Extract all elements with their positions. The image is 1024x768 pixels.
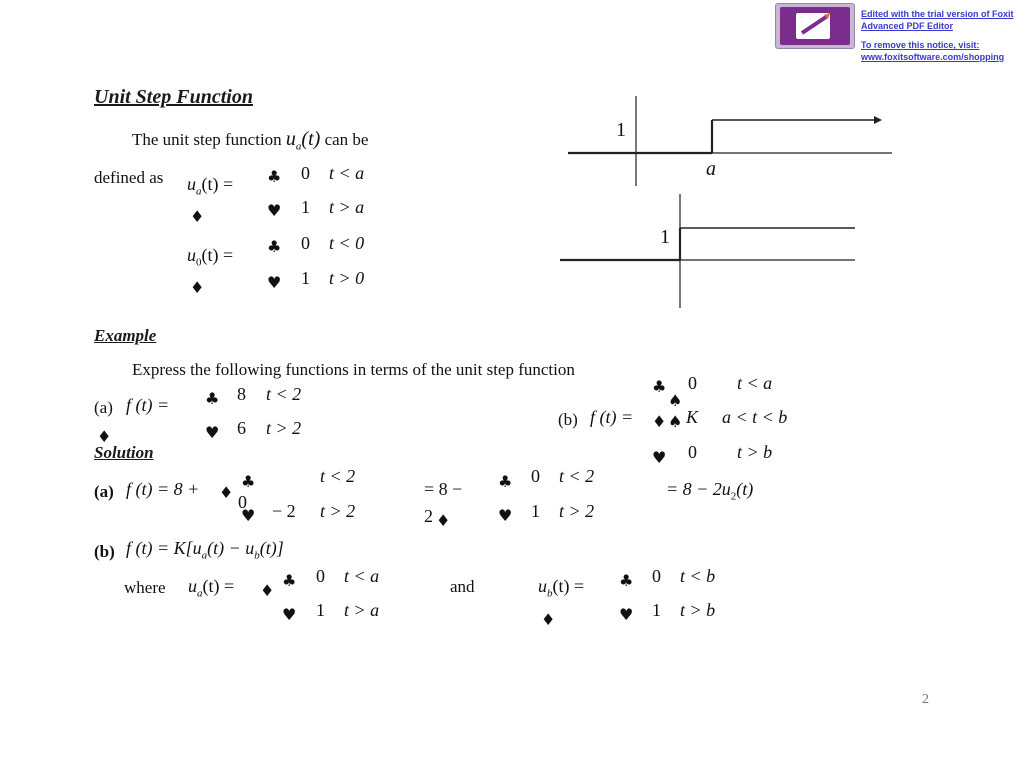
example-b-row3-val: 0 xyxy=(688,442,697,462)
heart-icon: ♥ xyxy=(267,273,282,292)
u0-lhs-u: u xyxy=(187,245,196,265)
solution-b-label: (b) xyxy=(94,542,115,561)
example-b-lhs: f (t) = xyxy=(590,407,634,427)
foxit-notice-line2[interactable]: Advanced PDF Editor xyxy=(861,21,954,31)
intro-t: (t) xyxy=(301,128,321,150)
solution-ua-lhs-rest: (t) = xyxy=(202,576,235,596)
solution-a-lhs: f (t) = 8 + xyxy=(126,479,200,499)
solution-b-sub-b: b xyxy=(254,549,260,562)
solution-ub-row1-cond: t < b xyxy=(680,566,716,586)
solution-ub-row2-cond: t > b xyxy=(680,600,716,620)
ua-row1-val: 0 xyxy=(301,163,310,183)
club-icon: ♣ xyxy=(498,472,513,491)
solution-ub-lhs-rest: (t) = xyxy=(552,576,585,596)
ua-lhs xyxy=(187,174,233,198)
solution-b-sub-a: a xyxy=(201,549,208,562)
intro-ua: u xyxy=(285,128,296,150)
solution-a-p1-row2-cond: t > 2 xyxy=(320,501,356,521)
example-a-label: (a) xyxy=(94,398,113,417)
intro-text xyxy=(132,128,368,152)
solution-a-result-sub: 2 xyxy=(730,490,737,503)
example-prompt: Express the following functions in terms of the unit step function xyxy=(132,360,575,379)
u0-lhs xyxy=(187,245,233,269)
heart-icon: ♥ xyxy=(205,423,220,442)
solution-a-result-main: = 8 − 2u xyxy=(666,479,731,499)
solution-ua-row2-val: 1 xyxy=(316,600,325,620)
example-b-row1-val: 0 xyxy=(688,373,697,393)
example-b-row1-cond: t < a xyxy=(737,373,773,393)
solution-a-mid2: 2 xyxy=(424,506,433,526)
example-a-row2-val: 6 xyxy=(237,418,246,438)
foxit-notice xyxy=(775,3,1015,65)
graph1-level-label: 1 xyxy=(616,119,626,141)
u0-row2-cond: t > 0 xyxy=(329,268,365,288)
diamond-icon: ♦ xyxy=(219,483,234,502)
ua-lhs-u: u xyxy=(187,174,196,194)
solution-ub-lhs xyxy=(538,576,584,600)
solution-ua-row1-cond: t < a xyxy=(344,566,380,586)
solution-a-p2-row1-cond: t < 2 xyxy=(559,466,595,486)
heart-icon: ♥ xyxy=(241,506,256,525)
diamond-icon: ♦ xyxy=(436,511,451,530)
example-b-label: (b) xyxy=(558,410,578,429)
spade-icon: ♠ xyxy=(668,412,683,431)
club-icon: ♣ xyxy=(205,389,220,408)
example-b-row2-cond: a < t < b xyxy=(722,407,788,427)
solution-a-label: (a) xyxy=(94,482,114,501)
solution-ua-lhs xyxy=(188,576,234,600)
solution-ub-lhs-u: u xyxy=(538,576,547,596)
heart-icon: ♥ xyxy=(282,605,297,624)
club-icon: ♣ xyxy=(241,472,256,491)
diamond-icon: ♦ xyxy=(260,581,275,600)
example-a-lhs: f (t) = xyxy=(126,395,170,415)
club-icon: ♣ xyxy=(282,571,297,590)
solution-ua-row1-val: 0 xyxy=(316,566,325,586)
solution-b-expr-mid: (t) − u xyxy=(207,538,255,558)
u0-row1-cond: t < 0 xyxy=(329,233,365,253)
solution-a-p2-row2-val: 1 xyxy=(531,501,540,521)
solution-a-p1-row2-val: − 2 xyxy=(272,501,296,521)
club-icon: ♣ xyxy=(652,377,667,396)
example-heading: Example xyxy=(94,326,157,345)
graph2-level-label: 1 xyxy=(660,226,670,248)
club-icon: ♣ xyxy=(267,237,282,256)
foxit-shop-link[interactable]: www.foxitsoftware.com/shopping xyxy=(861,52,1005,62)
foxit-notice-line1[interactable]: Edited with the trial version of Foxit xyxy=(861,9,1014,19)
and-text: and xyxy=(450,577,475,596)
solution-ub-row1-val: 0 xyxy=(652,566,661,586)
intro-ua-sub: a xyxy=(295,140,302,153)
solution-heading: Solution xyxy=(94,443,154,462)
solution-a-p2-row1-val: 0 xyxy=(531,466,540,486)
example-a-row1-val: 8 xyxy=(237,384,246,404)
intro-can-be: can be xyxy=(324,130,369,149)
diamond-icon: ♦ xyxy=(190,207,205,226)
heart-icon: ♥ xyxy=(267,201,282,220)
step-graph-origin xyxy=(555,190,865,310)
where-text: where xyxy=(124,578,166,597)
example-a-row2-cond: t > 2 xyxy=(266,418,302,438)
solution-b-expr-pre: f (t) = K[u xyxy=(126,538,202,558)
ua-lhs-sub: a xyxy=(196,185,202,198)
spade-icon: ♠ xyxy=(668,391,683,410)
foxit-notice-line3[interactable]: To remove this notice, visit: xyxy=(861,40,980,50)
heart-icon: ♥ xyxy=(652,448,667,467)
diamond-icon: ♦ xyxy=(541,610,556,629)
club-icon: ♣ xyxy=(267,167,282,186)
page-number: 2 xyxy=(922,692,929,707)
club-icon: ♣ xyxy=(619,571,634,590)
solution-ua-lhs-u: u xyxy=(188,576,197,596)
heart-icon: ♥ xyxy=(619,605,634,624)
solution-a-p2-row2-cond: t > 2 xyxy=(559,501,595,521)
graph1-arrow-icon xyxy=(874,116,882,124)
u0-lhs-rest: (t) = xyxy=(201,245,234,265)
solution-b-expr xyxy=(126,538,284,562)
solution-a-mid: = 8 − xyxy=(424,479,463,499)
diamond-icon: ♦ xyxy=(190,278,205,297)
step-graph-shifted xyxy=(560,90,900,200)
ua-row2-val: 1 xyxy=(301,197,310,217)
diamond-icon: ♦ xyxy=(97,427,112,446)
ua-lhs-rest: (t) = xyxy=(201,174,234,194)
solution-b-expr-tail: (t)] xyxy=(259,538,284,558)
solution-a-result-tail: (t) xyxy=(736,479,754,499)
example-b-row3-cond: t > b xyxy=(737,442,773,462)
foxit-logo-icon xyxy=(775,3,855,49)
example-a-row1-cond: t < 2 xyxy=(266,384,302,404)
solution-ua-row2-cond: t > a xyxy=(344,600,380,620)
solution-ua-lhs-sub: a xyxy=(197,587,203,600)
solution-a-p1-row1-val: 0 xyxy=(238,492,247,512)
graph1-step-label: a xyxy=(706,158,716,180)
page-title: Unit Step Function xyxy=(94,86,253,108)
solution-a-result xyxy=(666,479,753,503)
diamond-icon: ♦ xyxy=(652,412,667,431)
ua-row1-cond: t < a xyxy=(329,163,365,183)
u0-lhs-sub: 0 xyxy=(196,256,202,269)
u0-row2-val: 1 xyxy=(301,268,310,288)
defined-as-text: defined as xyxy=(94,168,164,187)
solution-ub-row2-val: 1 xyxy=(652,600,661,620)
solution-a-p1-row1-cond: t < 2 xyxy=(320,466,356,486)
solution-ub-lhs-sub: b xyxy=(547,587,553,600)
u0-row1-val: 0 xyxy=(301,233,310,253)
example-b-row2-val: K xyxy=(686,407,699,427)
intro-lead: The unit step function xyxy=(132,130,282,149)
heart-icon: ♥ xyxy=(498,506,513,525)
ua-row2-cond: t > a xyxy=(329,197,365,217)
